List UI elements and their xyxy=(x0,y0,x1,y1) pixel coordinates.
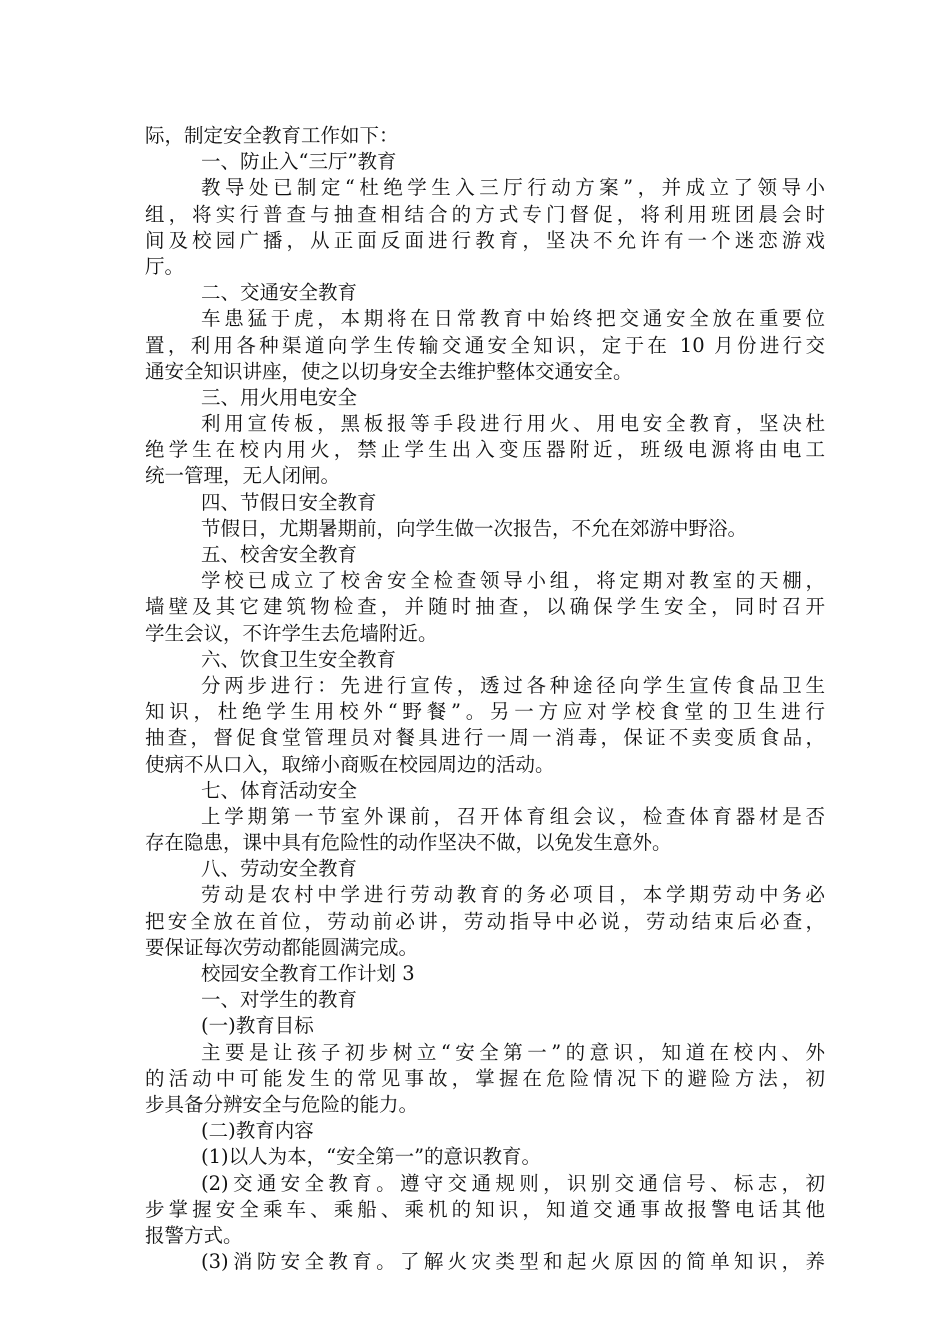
text-line: 报警方式。 xyxy=(145,1223,243,1247)
text-line: 的活动中可能发生的常见事故，掌握在危险情况下的避险方法，初 xyxy=(145,1066,825,1090)
text-line: 六、饮食卫生安全教育 xyxy=(201,647,397,671)
text-line: 八、劳动安全教育 xyxy=(201,857,358,881)
text-line: 统一管理，无人闭闸。 xyxy=(145,464,341,488)
text-line: 学生会议，不许学生去危墙附近。 xyxy=(145,621,438,645)
text-line: 知识，杜绝学生用校外“野餐”。另一方应对学校食堂的卫生进行 xyxy=(145,700,825,724)
text-line: 一、防止入“三厅”教育 xyxy=(201,150,397,174)
text-line: 厅。 xyxy=(145,254,185,278)
text-line: 把安全放在首位，劳动前必讲，劳动指导中必说，劳动结束后必查， xyxy=(145,909,825,933)
text-line: (3)消防安全教育。了解火灾类型和起火原因的简单知识，养 xyxy=(201,1250,825,1274)
text-line: 步具备分辨安全与危险的能力。 xyxy=(145,1092,419,1116)
text-line: 绝学生在校内用火，禁止学生出入变压器附近，班级电源将由电工 xyxy=(145,438,825,462)
text-line: 墙壁及其它建筑物检查，并随时抽查，以确保学生安全，同时召开 xyxy=(145,595,825,619)
text-line: 际，制定安全教育工作如下： xyxy=(145,124,399,147)
text-line: 三、用火用电安全 xyxy=(201,385,358,409)
text-line: 要保证每次劳动都能圆满完成。 xyxy=(145,935,419,959)
text-line: 步掌握安全乘车、乘船、乘机的知识，知道交通事故报警电话其他 xyxy=(145,1197,825,1221)
text-line: 教导处已制定“杜绝学生入三厅行动方案”，并成立了领导小 xyxy=(201,176,825,200)
text-line: 二、交通安全教育 xyxy=(201,281,358,305)
text-line: 置，利用各种渠道向学生传输交通安全知识，定于在 10 月份进行交 xyxy=(145,333,825,357)
text-line: 节假日，尤期暑期前，向学生做一次报告，不允在郊游中野浴。 xyxy=(201,516,748,540)
text-line: 组，将实行普查与抽查相结合的方式专门督促，将利用班团晨会时 xyxy=(145,202,825,226)
text-line: (一)教育目标 xyxy=(201,1014,314,1038)
text-line: 通安全知识讲座，使之以切身安全去维护整体交通安全。 xyxy=(145,359,633,383)
text-line: (二)教育内容 xyxy=(201,1119,314,1143)
document-page xyxy=(145,123,825,1275)
text-line: 利用宣传板，黑板报等手段进行用火、用电安全教育，坚决杜 xyxy=(201,412,825,436)
text-line: 校园安全教育工作计划 3 xyxy=(201,962,415,985)
text-line: 使病不从口入，取缔小商贩在校园周边的活动。 xyxy=(145,752,555,776)
text-line: 分两步进行：先进行宣传，透过各种途径向学生宣传食品卫生 xyxy=(201,673,825,697)
text-line: 主要是让孩子初步树立“安全第一”的意识，知道在校内、外 xyxy=(201,1040,825,1064)
text-line: 七、体育活动安全 xyxy=(201,778,358,802)
text-line: 车患猛于虎，本期将在日常教育中始终把交通安全放在重要位 xyxy=(201,307,825,331)
text-line: (2)交通安全教育。遵守交通规则，识别交通信号、标志，初 xyxy=(201,1171,825,1195)
text-line: 存在隐患，课中具有危险性的动作坚决不做，以免发生意外。 xyxy=(145,831,672,855)
text-line: 五、校舍安全教育 xyxy=(201,543,358,566)
text-line: 劳动是农村中学进行劳动教育的务必项目，本学期劳动中务必 xyxy=(201,883,825,907)
text-line: (1)以人为本，“安全第一”的意识教育。 xyxy=(201,1145,542,1169)
text-line: 上学期第一节室外课前，召开体育组会议，检查体育器材是否 xyxy=(201,804,825,828)
text-line: 学校已成立了校舍安全检查领导小组，将定期对教室的天棚， xyxy=(201,569,825,593)
text-line: 间及校园广播，从正面反面进行教育，坚决不允许有一个迷恋游戏 xyxy=(145,228,825,252)
text-line: 四、节假日安全教育 xyxy=(201,490,377,514)
text-line: 一、对学生的教育 xyxy=(201,988,358,1012)
text-line: 抽查，督促食堂管理员对餐具进行一周一消毒，保证不卖变质食品， xyxy=(145,726,825,750)
